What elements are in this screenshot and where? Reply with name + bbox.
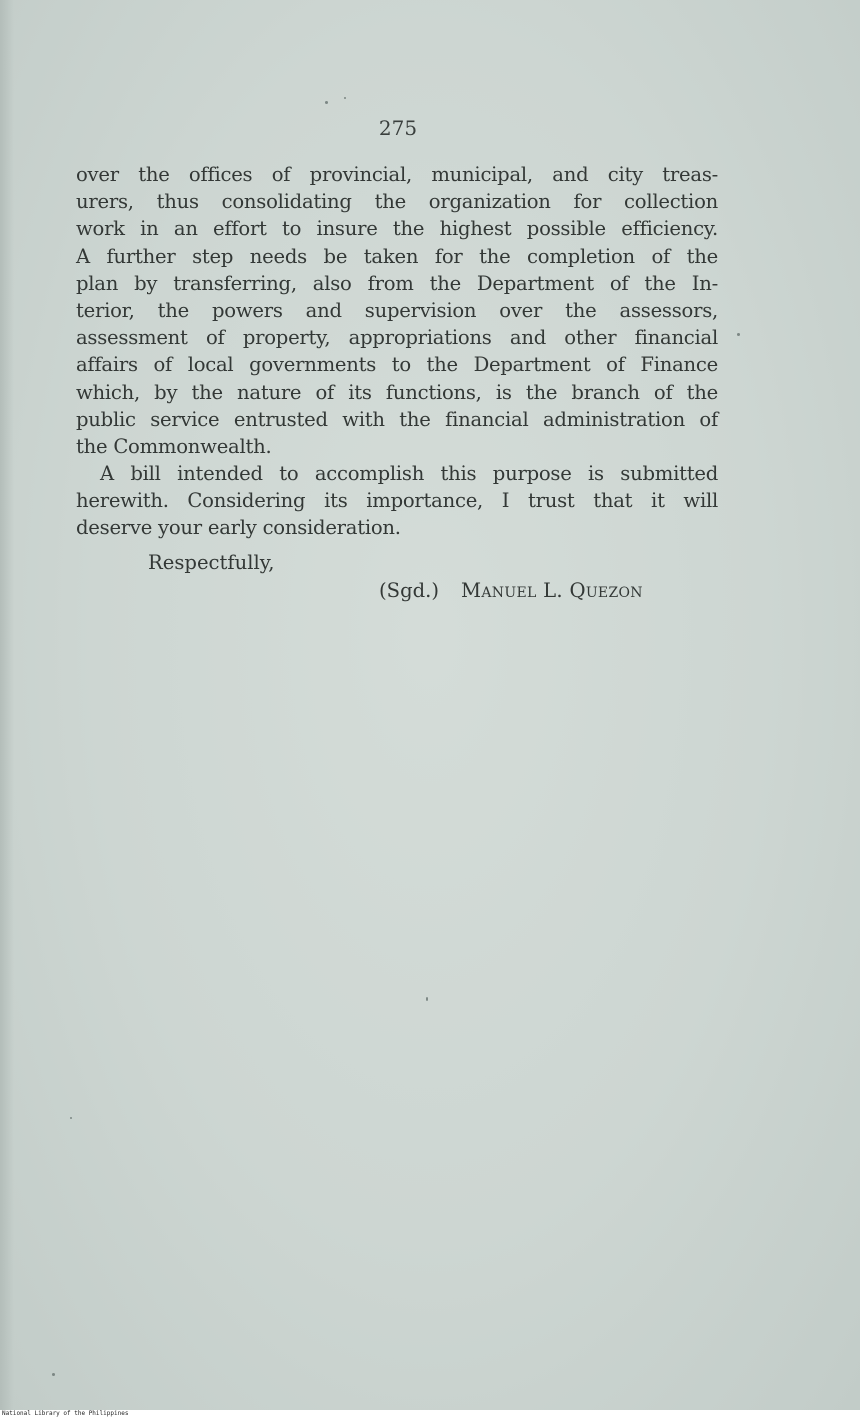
paper-speck [426, 997, 428, 1001]
paper-speck [70, 1117, 72, 1119]
page-number: 275 [378, 116, 418, 140]
paragraph-1-line: public service entrusted with the financial administration of [76, 407, 718, 431]
paragraph-1-line: A further step needs be taken for the completion of the [76, 244, 718, 268]
paragraph-1-line: urers, thus consolidating the organization for collection [76, 190, 718, 214]
paper-speck [737, 333, 740, 336]
paragraph-1-line: affairs of local governments to the Department of Finance [76, 353, 718, 377]
footer-strip [0, 1410, 860, 1418]
paragraph-2-line: A bill intended to accomplish this purpose is submitted [100, 462, 718, 486]
page-edge-shadow [0, 0, 14, 1410]
letter-body [76, 161, 718, 542]
paragraph-1-line: over the offices of provincial, municipal, and city treas- [76, 163, 718, 186]
paragraph-1-line: plan by transferring, also from the Department of the In- [76, 271, 718, 295]
paragraph-2-line: herewith. Considering its importance, I trust that it will [76, 489, 718, 513]
signature-line [379, 577, 643, 604]
paragraph-1-line: work in an effort to insure the highest possible efficiency. [76, 217, 718, 241]
paragraph-1-line: the Commonwealth. [76, 434, 272, 458]
signature-name: Manuel L. Quezon [461, 579, 643, 602]
paper-speck [52, 1373, 55, 1376]
paragraph-1-line: terior, the powers and supervision over the assessors, [76, 298, 718, 322]
closing-salutation: Respectfully, [148, 551, 275, 574]
paper-speck [325, 101, 328, 104]
signature-prefix: (Sgd.) [379, 579, 440, 602]
paragraph-2-line: deserve your early consideration. [76, 516, 401, 540]
paper-speck [344, 97, 346, 99]
paragraph-1-line: which, by the nature of its functions, is the branch of the [76, 380, 718, 404]
paragraph-1-line: assessment of property, appropriations and other financial [76, 326, 718, 350]
footer-credit: National Library of the Philippines [2, 1410, 129, 1417]
